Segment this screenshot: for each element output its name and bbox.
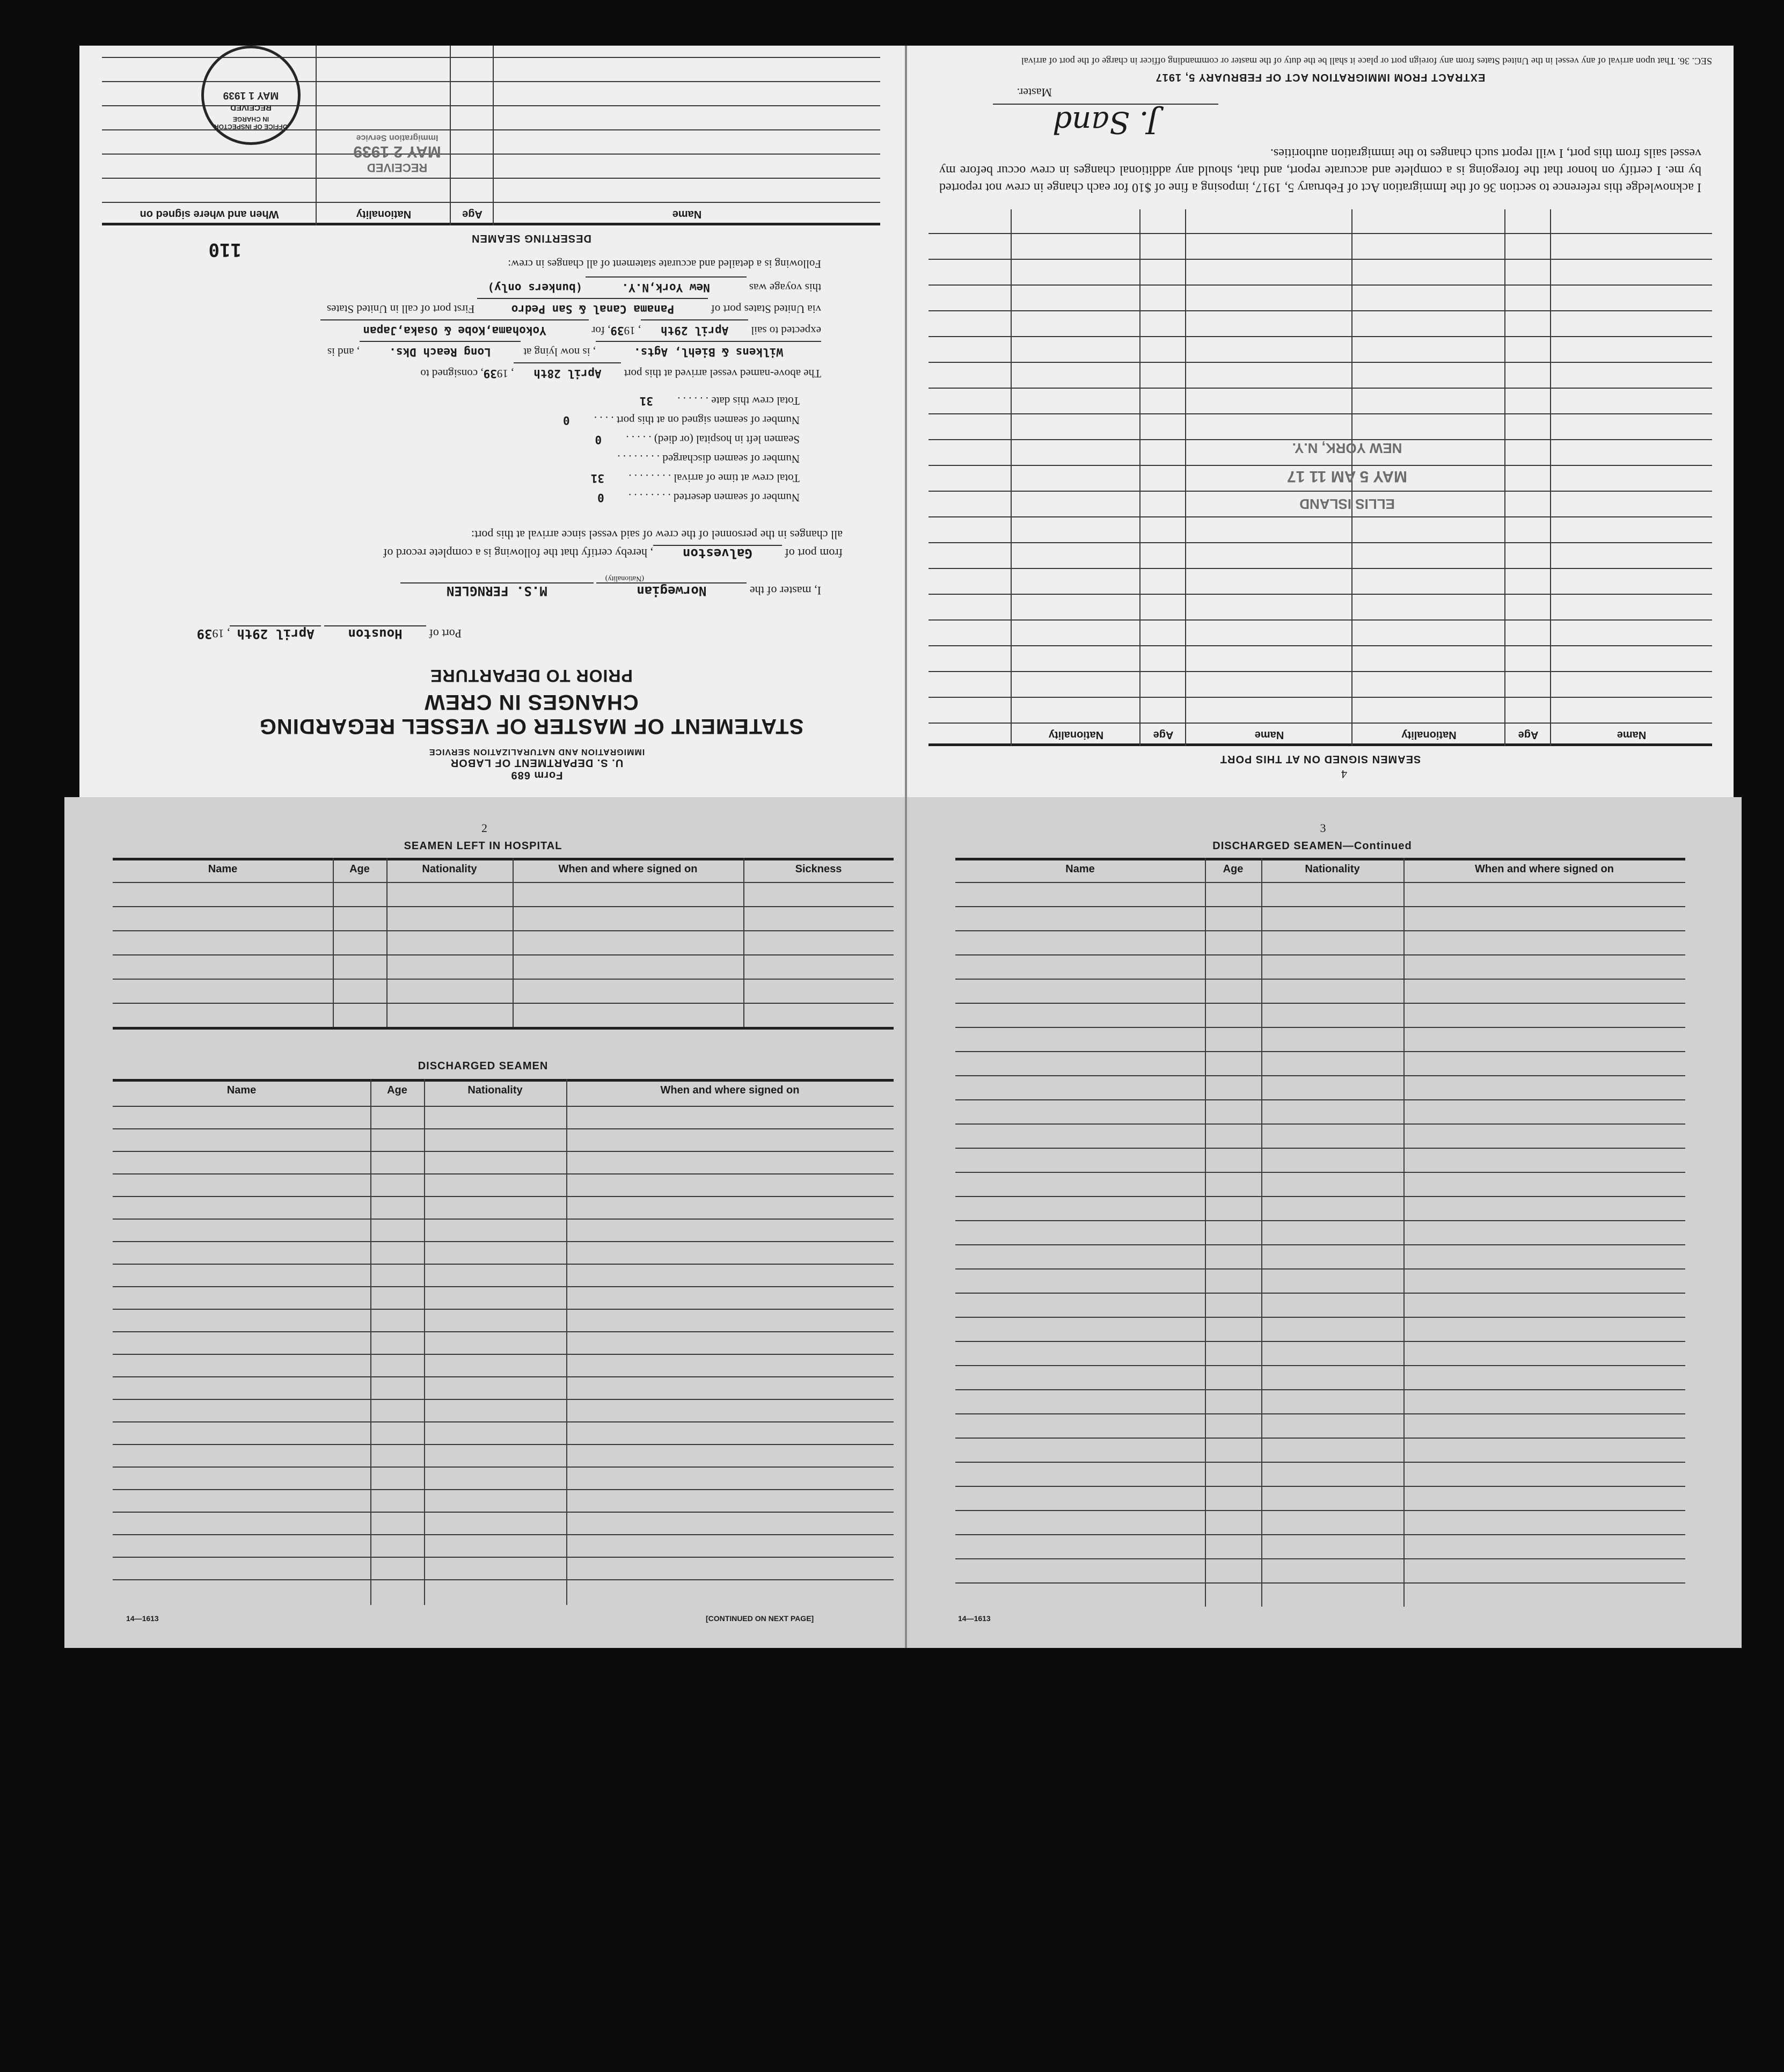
lying-label: , is now lying at xyxy=(523,346,596,359)
hospital-label: Seamen left in hospital (or died) xyxy=(654,433,800,446)
via-value: Panama Canal & San Pedro xyxy=(477,298,708,319)
sail-line: expected to sail April 29th, 1939, for Yokohama,Kobe & Osaka,Japan xyxy=(150,319,821,341)
count-signed-on: Number of seamen signed on at this port . . . . 0 xyxy=(562,414,800,427)
received-stamp-1-date: MAY 2 1939 xyxy=(353,143,441,160)
from-port-value: Galveston xyxy=(653,545,782,561)
expected-label: expected to sail xyxy=(751,324,821,337)
discharged-title: DISCHARGED SEAMEN xyxy=(418,1060,549,1072)
page-number-3: 3 xyxy=(1320,821,1326,835)
voyage-port: New York,N.Y. xyxy=(586,276,747,298)
deserting-col-signed: When and where signed on xyxy=(140,208,279,220)
vessel-name: M.S. FERNGLEN xyxy=(400,582,594,599)
lying-value: Long Reach Dks. xyxy=(360,341,521,362)
via-line xyxy=(150,298,821,319)
voyage-label: this voyage was xyxy=(749,281,821,294)
service-name: IMMIGRATION AND NATURALIZATION SERVICE xyxy=(428,747,645,756)
discharged-col-age: Age xyxy=(387,1084,407,1096)
year-prefix: , 19 xyxy=(212,627,230,640)
port-value: Houston xyxy=(324,625,426,641)
discharged-col-nationality: Nationality xyxy=(467,1084,523,1096)
count-deserted: Number of seamen deserted . . . . . . . . 0 xyxy=(597,491,800,504)
following-line: Following is a detailed and accurate statement of all changes in crew: xyxy=(508,258,821,271)
page-2 xyxy=(64,797,904,1648)
signed-on-col-nationality-1: Nationality xyxy=(1401,729,1457,741)
office-stamp-date: MAY 1 1939 xyxy=(223,90,279,101)
certify-text: , hereby certify that the following is a complete record of xyxy=(383,546,653,560)
hospital-table xyxy=(113,858,894,1040)
form-number: Form 689 xyxy=(510,769,563,781)
arrived-label: The above-named vessel arrived at this port xyxy=(624,367,821,380)
received-stamp-1-label: RECEIVED xyxy=(367,161,428,174)
crew-counts xyxy=(317,391,800,507)
changes-text: all changes in the personnel of the crew of said vessel since arrival at this port: xyxy=(471,528,843,542)
hospital-col-nationality: Nationality xyxy=(422,863,477,875)
deserting-title: DESERTING SEAMEN xyxy=(471,232,591,244)
master-label: I, master of the xyxy=(749,584,821,597)
crew-arrival-value: 31 xyxy=(590,472,605,485)
discharged-cont-title: DISCHARGED SEAMEN—Continued xyxy=(1212,840,1412,852)
destination-value: Yokohama,Kobe & Osaka,Japan xyxy=(320,319,589,341)
hospital-col-signed: When and where signed on xyxy=(558,863,698,875)
deserting-col-name: Name xyxy=(672,208,702,220)
count-discharged: Number of seamen discharged . . . . . . . . xyxy=(617,453,800,465)
arrived-line: The above-named vessel arrived at this port April 28th, 1939, consigned to xyxy=(150,362,821,384)
arrived-date: April 28th xyxy=(514,362,621,384)
count-hospital: Seamen left in hospital (or died) . . . . . 0 xyxy=(595,433,800,446)
discharged-cont-col-name: Name xyxy=(1065,863,1095,875)
and-is-label: , and is xyxy=(327,346,360,359)
via-label: via United States port of xyxy=(711,303,821,316)
form-department xyxy=(349,747,725,781)
office-stamp-text: OFFICE OF INSPECTOR IN CHARGE xyxy=(214,115,288,130)
footer-code-left: 14—1613 xyxy=(126,1614,159,1623)
sail-year: 39 xyxy=(610,324,624,337)
extract-text: SEC. 36. That upon arrival of any vessel in the United States from any foreign port or place it shall be the duty of the master or commanding officer in charge of the port of arrival xyxy=(1021,56,1712,67)
discharged-cont-col-signed: When and where signed on xyxy=(1475,863,1614,875)
discharged-col-signed: When and where signed on xyxy=(660,1084,800,1096)
from-port-label: from port of xyxy=(785,546,843,560)
signed-on-col-age-1: Age xyxy=(1518,729,1539,741)
consigned-label: consigned to xyxy=(420,367,478,380)
master-signature: J. Sand xyxy=(993,104,1218,140)
port-label: Port of xyxy=(429,627,462,640)
count-total: Total crew this date . . . . . . 31 xyxy=(639,395,800,407)
extract-title: EXTRACT FROM IMMIGRATION ACT OF FEBRUARY 5, 1917 xyxy=(1155,71,1486,83)
received-stamp-1 xyxy=(317,133,478,174)
crew-arrival-label: Total crew at time of arrival xyxy=(674,472,800,485)
signed-on-col-name-1: Name xyxy=(1617,729,1647,741)
signed-on-label: Number of seamen signed on at this port xyxy=(616,414,800,427)
form-back-page xyxy=(907,46,1734,797)
master-label: Master. xyxy=(1017,86,1052,99)
voyage-line xyxy=(150,276,821,298)
signed-on-col-age-2: Age xyxy=(1153,729,1174,741)
total-crew-value: 31 xyxy=(639,395,654,407)
ellis-island-label: ELLIS ISLAND xyxy=(1299,496,1395,512)
acknowledgement-text: I acknowledge this reference to section 36 of the Immigration Act of February 5, 1917, imposing a fine of $10 for each change in crew not reported by me. I certify on honor that the foregoing is a complete and accurate report, and that, should any additional changes in crew occur before my vessel sails from this port, I will report such changes to the immigration authorities. xyxy=(939,146,1701,194)
form-back-rotated xyxy=(907,46,1734,797)
deserting-col-age: Age xyxy=(462,208,482,220)
hospital-col-sickness: Sickness xyxy=(795,863,842,875)
consignee-value: Wilkens & Biehl, Agts. xyxy=(596,341,821,362)
form-front-page xyxy=(79,46,907,797)
discharged-cont-col-nationality: Nationality xyxy=(1305,863,1360,875)
ellis-island-city: NEW YORK, N.Y. xyxy=(1292,440,1402,456)
consignee-line xyxy=(150,341,821,362)
footer-code-right: 14—1613 xyxy=(958,1614,991,1623)
signed-on-col-name-2: Name xyxy=(1254,729,1284,741)
form-title-line2: PRIOR TO DEPARTURE xyxy=(430,666,633,685)
signed-on-title: SEAMEN SIGNED ON AT THIS PORT xyxy=(1219,753,1421,765)
port-line xyxy=(140,625,462,641)
page-number-2: 2 xyxy=(481,821,487,835)
office-stamp xyxy=(201,46,301,145)
hospital-col-age: Age xyxy=(349,863,370,875)
ellis-island-date: MAY 5 AM 11 17 xyxy=(1286,468,1408,485)
vessel-line xyxy=(204,574,821,599)
hospital-title: SEAMEN LEFT IN HOSPITAL xyxy=(404,840,562,852)
first-port-label: First port of call in United States xyxy=(326,303,475,316)
discharged-cont-table xyxy=(955,858,1685,1607)
deserted-value: 0 xyxy=(597,491,604,504)
deserted-label: Number of seamen deserted xyxy=(674,491,800,504)
footer-continued: [CONTINUED ON NEXT PAGE] xyxy=(706,1614,814,1623)
office-stamp-received: RECEIVED xyxy=(230,103,272,112)
form-front-rotated xyxy=(79,46,907,797)
fold-line xyxy=(905,46,907,1648)
arrival-paragraph xyxy=(150,254,821,384)
ellis-island-stamp xyxy=(1186,434,1508,518)
sail-date: April 29th xyxy=(641,319,748,341)
hospital-value: 0 xyxy=(595,433,602,446)
year-value: 39 xyxy=(196,626,213,641)
discharged-cont-col-age: Age xyxy=(1223,863,1244,875)
hospital-col-name: Name xyxy=(208,863,238,875)
deserting-col-nationality: Nationality xyxy=(356,208,412,220)
discharged-col-name: Name xyxy=(226,1084,257,1096)
signed-on-col-nationality-2: Nationality xyxy=(1048,729,1104,741)
arrived-year: 39 xyxy=(483,367,497,380)
nationality-caption: (Nationality) xyxy=(605,574,644,582)
department-name: U. S. DEPARTMENT OF LABOR xyxy=(450,757,624,769)
first-port-note: (bunkers only) xyxy=(487,281,583,294)
for-label: , for xyxy=(591,324,611,337)
total-crew-label: Total crew this date xyxy=(711,395,800,407)
signed-on-value: 0 xyxy=(562,414,570,427)
received-stamp-1-service: Immigration Service xyxy=(356,133,438,142)
form-title-line1: STATEMENT OF MASTER OF VESSEL REGARDING CHANGES IN CREW xyxy=(259,690,804,738)
vessel-nationality: Norwegian xyxy=(596,582,747,599)
file-number: 110 xyxy=(208,239,242,260)
from-port-line xyxy=(199,528,843,561)
page-number-4: 4 xyxy=(1341,768,1347,781)
count-crew-arrival: Total crew at time of arrival . . . . . . . . 31 xyxy=(590,472,800,485)
date-value: April 29th xyxy=(230,625,321,641)
discharged-label: Number of seamen discharged xyxy=(662,453,800,465)
form-title xyxy=(247,666,816,738)
discharged-table xyxy=(113,1079,894,1605)
page-3 xyxy=(904,797,1742,1648)
